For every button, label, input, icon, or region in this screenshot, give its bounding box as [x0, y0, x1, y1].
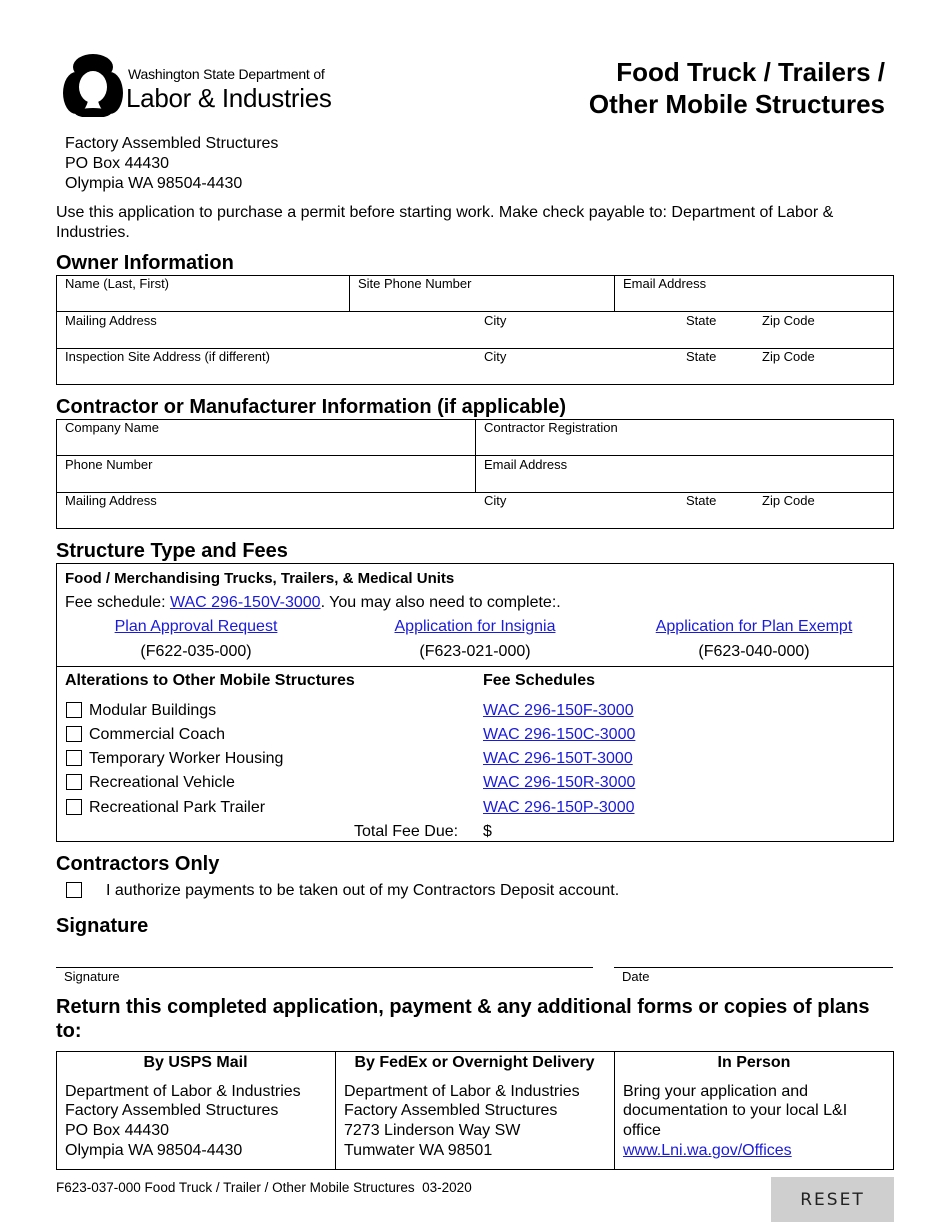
commercial-coach-wac-link[interactable]: WAC 296-150C-3000 [483, 726, 636, 743]
plan-approval-request-code: (F622-035-000) [140, 643, 252, 660]
total-fee-input[interactable]: $ [483, 823, 492, 840]
application-plan-exempt-link[interactable]: Application for Plan Exempt [655, 618, 853, 635]
contractors-only-heading: Contractors Only [56, 853, 220, 875]
signature-label: Signature [64, 969, 120, 984]
inspection-state-field[interactable]: State [686, 349, 717, 364]
plan-approval-request-link[interactable]: Plan Approval Request [114, 618, 278, 635]
contractor-zip-field[interactable]: Zip Code [762, 493, 815, 508]
usps-line3: PO Box 44430 [65, 1122, 170, 1139]
owner-city-field[interactable]: City [484, 313, 507, 328]
contractor-mailing-address-field[interactable]: Mailing Address [65, 493, 157, 508]
page-title-line2: Other Mobile Structures [588, 89, 885, 119]
date-label: Date [622, 969, 650, 984]
owner-zip-field[interactable]: Zip Code [762, 313, 815, 328]
food-trucks-heading: Food / Merchandising Trucks, Trailers, & Medical Units [65, 570, 455, 587]
owner-mailing-address-field[interactable]: Mailing Address [65, 313, 157, 328]
modular-buildings-wac-link[interactable]: WAC 296-150F-3000 [483, 702, 634, 719]
temporary-worker-housing-checkbox[interactable] [66, 750, 82, 766]
owner-name-field[interactable]: Name (Last, First) [65, 276, 170, 291]
owner-email-field[interactable]: Email Address [623, 276, 707, 291]
fedex-line2: Factory Assembled Structures [344, 1102, 558, 1119]
lni-logo-icon [62, 53, 124, 117]
recreational-park-trailer-checkbox[interactable] [66, 799, 82, 815]
fedex-line4: Tumwater WA 98501 [344, 1142, 493, 1159]
modular-buildings-label: Modular Buildings [89, 702, 217, 719]
fee-schedule-prefix: Fee schedule: [65, 594, 170, 611]
reset-button[interactable]: RESET [771, 1177, 894, 1222]
authorize-payment-label: I authorize payments to be taken out of my Contractors Deposit account. [106, 882, 620, 899]
contractor-heading: Contractor or Manufacturer Information (if applicable) [56, 396, 567, 418]
contractor-registration-field[interactable]: Contractor Registration [484, 420, 618, 435]
inspection-address-field[interactable]: Inspection Site Address (if different) [65, 349, 270, 364]
inspection-zip-field[interactable]: Zip Code [762, 349, 815, 364]
page-title-line1: Food Truck / Trailers / [616, 57, 885, 87]
recreational-vehicle-label: Recreational Vehicle [89, 774, 235, 791]
usps-line2: Factory Assembled Structures [65, 1102, 279, 1119]
commercial-coach-label: Commercial Coach [89, 726, 226, 743]
logo-line2: Labor & Industries [126, 83, 332, 113]
address-line1: Factory Assembled Structures [65, 135, 279, 152]
modular-buildings-checkbox[interactable] [66, 702, 82, 718]
usps-line1: Department of Labor & Industries [65, 1083, 301, 1100]
alterations-heading: Alterations to Other Mobile Structures [65, 672, 355, 689]
structure-heading: Structure Type and Fees [56, 540, 288, 562]
address-line3: Olympia WA 98504-4430 [65, 175, 243, 192]
application-insignia-link[interactable]: Application for Insignia [394, 618, 556, 635]
recreational-park-trailer-wac-link[interactable]: WAC 296-150P-3000 [483, 799, 635, 816]
owner-info-table [56, 275, 894, 385]
authorize-payment-checkbox[interactable] [66, 882, 82, 898]
contractor-city-field[interactable]: City [484, 493, 507, 508]
signature-field[interactable] [56, 940, 593, 968]
logo-line1: Washington State Department of [128, 66, 325, 82]
agency-logo [62, 53, 332, 119]
application-plan-exempt-code: (F623-040-000) [698, 643, 810, 660]
in-person-line1: Bring your application and [623, 1083, 809, 1100]
contractor-email-field[interactable]: Email Address [484, 457, 568, 472]
in-person-heading: In Person [717, 1054, 791, 1071]
date-field[interactable] [614, 940, 893, 968]
fee-schedule-line [65, 594, 561, 612]
recreational-vehicle-wac-link[interactable]: WAC 296-150R-3000 [483, 774, 636, 791]
temporary-worker-housing-wac-link[interactable]: WAC 296-150T-3000 [483, 750, 633, 767]
in-person-line3: office [623, 1122, 661, 1139]
fee-schedule-suffix: . You may also need to complete:. [320, 594, 561, 611]
owner-state-field[interactable]: State [686, 313, 717, 328]
contractor-phone-field[interactable]: Phone Number [65, 457, 153, 472]
contractor-state-field[interactable]: State [686, 493, 717, 508]
fedex-line3: 7273 Linderson Way SW [344, 1122, 521, 1139]
signature-heading: Signature [56, 915, 149, 937]
recreational-park-trailer-label: Recreational Park Trailer [89, 799, 266, 816]
total-fee-label: Total Fee Due: [354, 823, 459, 840]
usps-line4: Olympia WA 98504-4430 [65, 1142, 243, 1159]
offices-link[interactable]: www.Lni.wa.gov/Offices [623, 1142, 792, 1159]
form-id-footer: F623-037-000 Food Truck / Trailer / Other Mobile Structures 03-2020 [56, 1180, 472, 1195]
owner-site-phone-field[interactable]: Site Phone Number [358, 276, 472, 291]
commercial-coach-checkbox[interactable] [66, 726, 82, 742]
address-line2: PO Box 44430 [65, 155, 170, 172]
intro-text: Use this application to purchase a permit before starting work. Make check payable to: Department of Labor & Industries. [56, 204, 834, 241]
fee-schedule-link[interactable]: WAC 296-150V-3000 [169, 594, 321, 611]
inspection-city-field[interactable]: City [484, 349, 507, 364]
usps-heading: By USPS Mail [143, 1054, 248, 1071]
in-person-line2: documentation to your local L&I [623, 1102, 848, 1119]
fedex-line1: Department of Labor & Industries [344, 1083, 580, 1100]
fee-schedules-heading: Fee Schedules [483, 672, 596, 689]
fedex-heading: By FedEx or Overnight Delivery [354, 1054, 595, 1071]
return-heading: Return this completed application, payment & any additional forms or copies of plans to: [56, 996, 870, 1042]
recreational-vehicle-checkbox[interactable] [66, 774, 82, 790]
owner-heading: Owner Information [56, 252, 234, 274]
application-insignia-code: (F623-021-000) [419, 643, 531, 660]
company-name-field[interactable]: Company Name [65, 420, 159, 435]
temporary-worker-housing-label: Temporary Worker Housing [89, 750, 284, 767]
